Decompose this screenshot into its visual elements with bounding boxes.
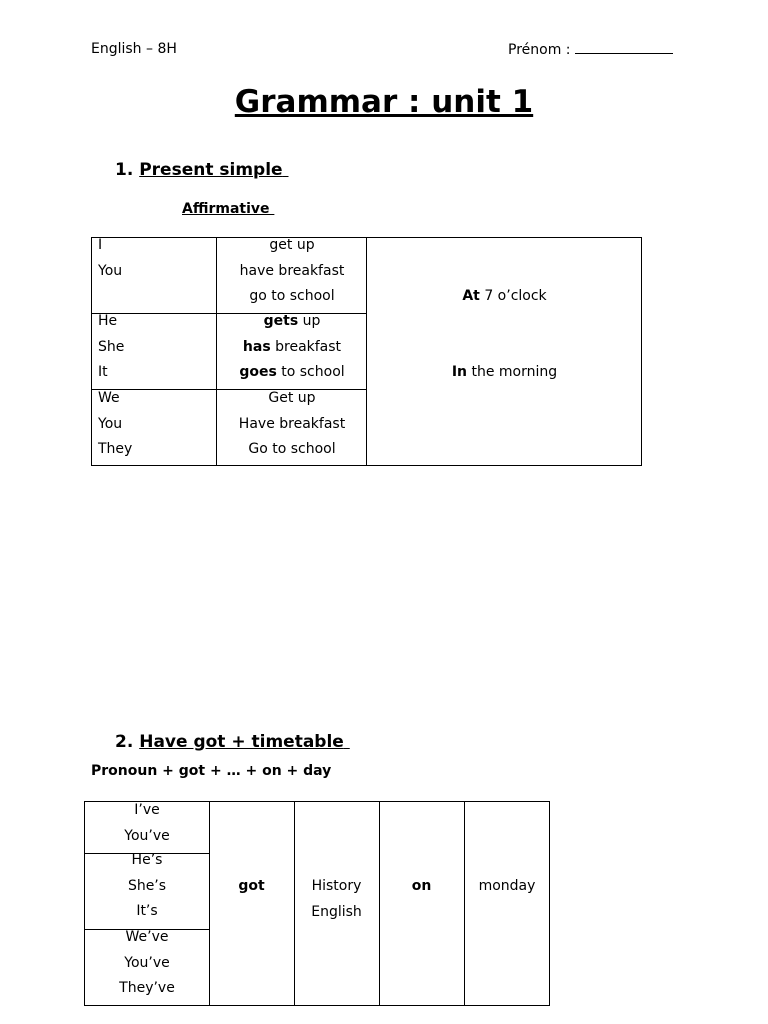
section2-heading	[115, 732, 350, 752]
pronoun-cell-group1: I You	[98, 237, 123, 279]
verb-cell-group1: get up have breakfast go to school	[239, 237, 345, 304]
have-got-formula: Pronoun + got + … + on + day	[91, 763, 332, 779]
name-field-label	[508, 41, 673, 58]
section2-title: Have got + timetable	[139, 732, 344, 752]
subject-label: English – 8H	[91, 41, 177, 57]
section1-number: 1.	[115, 160, 134, 180]
section2-number: 2.	[115, 732, 134, 752]
name-blank-line[interactable]	[575, 41, 673, 54]
on-cell: on	[411, 878, 432, 894]
have-got-table	[84, 801, 550, 1006]
pronoun-cell-group3: We’ve You’ve They’ve	[119, 929, 175, 996]
pronoun-cell-group2: He’s She’s It’s	[127, 852, 167, 919]
present-simple-table	[91, 237, 642, 466]
pronoun-cell-group2: He She It	[98, 313, 125, 380]
pronoun-cell-group1: I’ve You’ve	[124, 802, 170, 844]
verb-cell-group2: gets up has breakfast goes to school	[239, 313, 345, 380]
time-in-cell: In the morning	[451, 364, 558, 380]
affirmative-subheading: Affirmative	[182, 201, 270, 217]
subject-cell: History English	[311, 878, 362, 920]
section1-heading	[115, 160, 289, 180]
time-at-cell: At 7 o’clock	[462, 288, 547, 304]
name-label-text: Prénom :	[508, 42, 571, 58]
day-cell: monday	[478, 878, 536, 894]
got-cell: got	[238, 878, 265, 894]
verb-cell-group3: Get up Have breakfast Go to school	[238, 390, 346, 457]
page-title: Grammar : unit 1	[234, 84, 534, 120]
section1-title: Present simple	[139, 160, 283, 180]
pronoun-cell-group3: We You They	[98, 390, 133, 457]
